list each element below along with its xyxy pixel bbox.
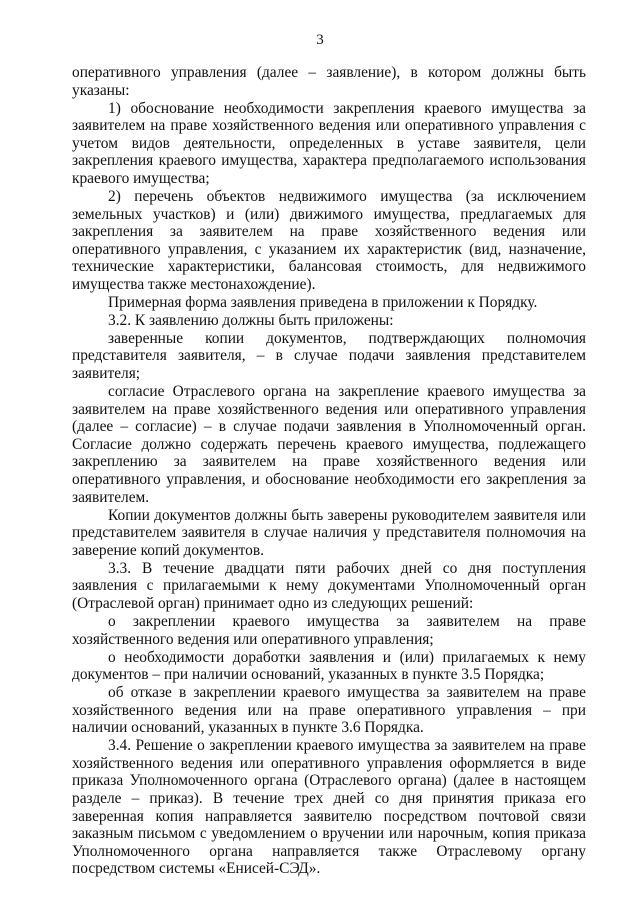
paragraph-3-3-decision-3: об отказе в закреплении краевого имущества за заявителем на праве хозяйственного ведения или на праве оперативного управления – при наличии оснований, указанных в пункте 3.6 Порядка. xyxy=(72,684,586,737)
paragraph-3-3-decision-1: о закреплении краевого имущества за заявителем на праве хозяйственного ведения или оперативного управления; xyxy=(72,612,586,648)
paragraph-item-1: 1) обоснование необходимости закрепления краевого имущества за заявителем на праве хозяйственного ведения или оперативного управления с учетом видов деятельности, определенных в уставе заявителя, цели закрепления краевого имущества, характера предполагаемого использования краевого имущества; xyxy=(72,99,586,187)
page-number: 3 xyxy=(316,32,324,48)
paragraph-3-2-heading: 3.2. К заявлению должны быть приложены: xyxy=(108,311,394,329)
document-body xyxy=(72,64,586,878)
paragraph-3-2-copies: заверенные копии документов, подтверждающих полномочия представителя заявителя, – в случае подачи заявления представителем заявителя; xyxy=(72,329,586,383)
paragraph-continuation: оперативного управления (далее – заявление), в котором должны быть указаны: xyxy=(72,64,586,99)
paragraph-3-3: 3.3. В течение двадцати пяти рабочих дней со дня поступления заявления с прилагаемыми к нему документами Уполномоченный орган (Отраслевой орган) принимает одно из следующих решений: xyxy=(72,559,586,612)
paragraph-3-2-consent: согласие Отраслевого органа на закрепление краевого имущества за заявителем на праве хозяйственного ведения или оперативного управления (далее – согласие) – в случае подачи заявления в Уполномоченный орган. Согласие должно содержать перечень краевого имущества, подлежащего закреплению за заявителем на праве хозяйственного ведения или оперативного управления, и обоснование необходимости его закрепления за заявителем. xyxy=(72,383,586,506)
paragraph-3-4: 3.4. Решение о закреплении краевого имущества за заявителем на праве хозяйственного ведения или оперативного управления оформляется в виде приказа Уполномоченного органа (Отраслевого органа) (далее в настоящем разделе – приказ). В течение трех дней со дня принятия приказа его заверенная копия направляется заявителю посредством почтовой связи заказным письмом с уведомлением о вручении или нарочным, копия приказа Уполномоченного органа направляется также Отраслевому органу посредством системы «Енисей-СЭД». xyxy=(72,737,586,878)
paragraph-3-3-decision-2: о необходимости доработки заявления и (или) прилагаемых к нему документов – при наличии оснований, указанных в пункте 3.5 Порядка; xyxy=(72,648,586,684)
paragraph-3-2-certification: Копии документов должны быть заверены руководителем заявителя или представителем заявителя в случае наличия у представителя полномочия на заверение копий документов. xyxy=(72,506,586,559)
paragraph-form-note: Примерная форма заявления приведена в приложении к Порядку. xyxy=(108,293,538,311)
paragraph-item-2: 2) перечень объектов недвижимого имущества (за исключением земельных участков) и (или) движимого имущества, предлагаемых для закрепления за заявителем на праве хозяйственного ведения или оперативного управления, с указанием их характеристик (вид, назначение, технические характеристики, балансовая стоимость, для недвижимого имущества также местонахождение). xyxy=(72,187,586,293)
